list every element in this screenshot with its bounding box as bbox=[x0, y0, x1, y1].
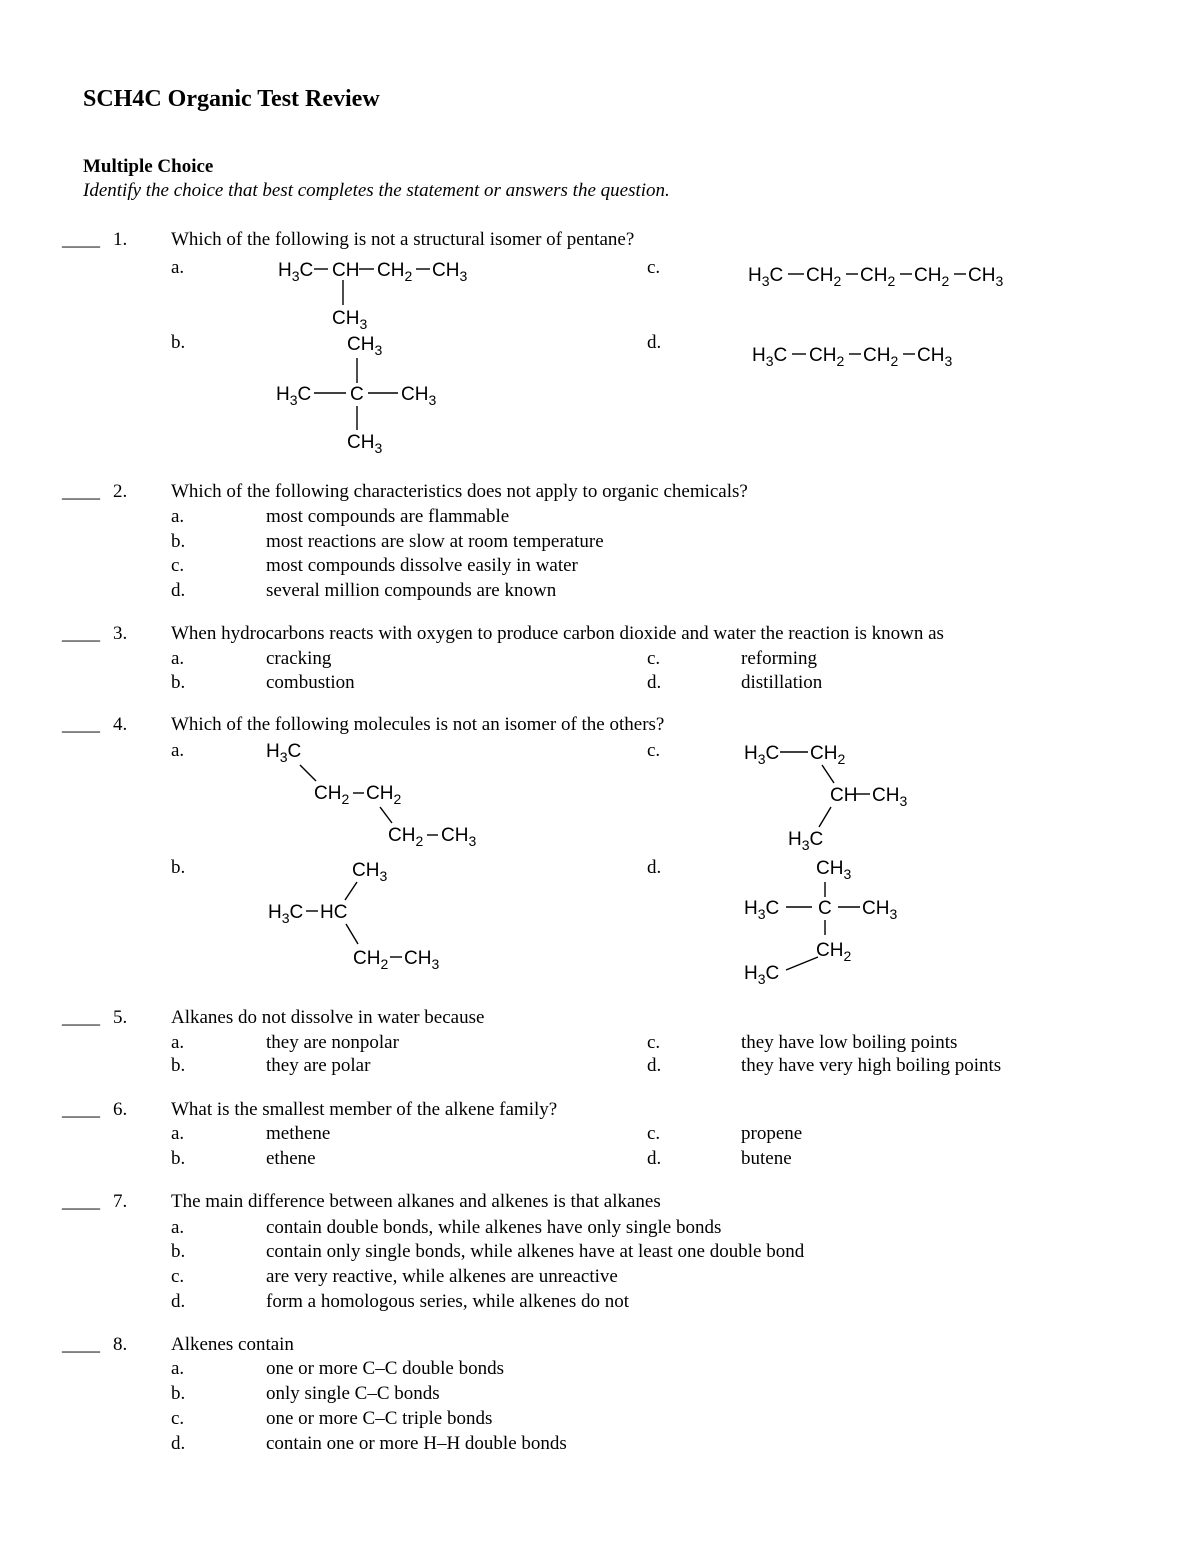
choice-letter: d. bbox=[171, 1291, 186, 1312]
question-number: 8. bbox=[113, 1334, 128, 1355]
question-number: 2. bbox=[113, 481, 128, 502]
svg-text:CH2: $CH_2$ bbox=[377, 260, 413, 284]
svg-text:CH2: $CH_2$ bbox=[860, 265, 896, 289]
choice-letter: d. bbox=[647, 1055, 662, 1076]
svg-text:CH2: $CH_2$ bbox=[914, 265, 950, 289]
svg-text:C: C bbox=[818, 898, 832, 919]
section-instructions: Identify the choice that best completes the statement or answers the question. bbox=[83, 180, 670, 201]
structure-1a bbox=[270, 250, 500, 335]
question-stem: Alkanes do not dissolve in water because bbox=[171, 1007, 485, 1028]
structure-4d bbox=[738, 852, 938, 987]
answer-blank[interactable]: ____ bbox=[62, 229, 100, 250]
choice-letter: c. bbox=[647, 740, 661, 761]
svg-text:CH: CH bbox=[830, 785, 858, 806]
choice-text: most compounds are flammable bbox=[266, 506, 510, 527]
structure-1c bbox=[740, 255, 1020, 295]
svg-text:CH: CH bbox=[332, 260, 360, 281]
svg-text:CH2: $CH_2$ bbox=[366, 783, 402, 807]
choice-letter: c. bbox=[647, 1032, 661, 1053]
svg-text:H3C: $H_3C$ bbox=[788, 829, 824, 853]
svg-text:H3C: $H_3C$ bbox=[268, 902, 304, 926]
choice-text: they have low boiling points bbox=[741, 1032, 958, 1053]
choice-letter: b. bbox=[171, 1055, 186, 1076]
svg-text:H3C: $H_3C$ bbox=[752, 345, 788, 369]
svg-text:H3C: $H_3C$ bbox=[278, 260, 314, 284]
choice-letter: b. bbox=[171, 672, 186, 693]
choice-text: propene bbox=[741, 1123, 803, 1144]
choice-letter: a. bbox=[171, 1358, 185, 1379]
choice-letter: a. bbox=[171, 1217, 185, 1238]
question-number: 6. bbox=[113, 1099, 128, 1120]
question-number: 7. bbox=[113, 1191, 128, 1212]
choice-text: they are nonpolar bbox=[266, 1032, 399, 1053]
structure-1b bbox=[270, 328, 470, 463]
choice-letter: a. bbox=[171, 1123, 185, 1144]
svg-text:HC: HC bbox=[320, 902, 348, 923]
choice-letter: a. bbox=[171, 1032, 185, 1053]
structure-4a bbox=[260, 735, 490, 850]
question-stem: Which of the following characteristics does not apply to organic chemicals? bbox=[171, 481, 748, 502]
structure-1d bbox=[742, 335, 972, 375]
svg-text:CH2: $CH_2$ bbox=[388, 825, 424, 849]
choice-text: contain only single bonds, while alkenes have at least one double bond bbox=[266, 1241, 805, 1262]
choice-text: reforming bbox=[741, 648, 817, 669]
choice-text: methene bbox=[266, 1123, 331, 1144]
choice-letter: c. bbox=[647, 257, 661, 278]
svg-text:CH3: $CH_3$ bbox=[432, 260, 468, 284]
choice-text: butene bbox=[741, 1148, 792, 1169]
svg-text:C: C bbox=[350, 384, 364, 405]
svg-text:CH2: $CH_2$ bbox=[314, 783, 350, 807]
choice-text: combustion bbox=[266, 672, 355, 693]
structure-4b bbox=[262, 852, 462, 977]
choice-text: they have very high boiling points bbox=[741, 1055, 1002, 1076]
svg-text:CH3: $CH_3$ bbox=[404, 948, 440, 972]
question-stem: When hydrocarbons reacts with oxygen to produce carbon dioxide and water the reaction is known as bbox=[171, 623, 944, 644]
answer-blank[interactable]: ____ bbox=[62, 1334, 100, 1355]
question-stem: Alkenes contain bbox=[171, 1334, 294, 1355]
choice-letter: b. bbox=[171, 857, 186, 878]
svg-text:CH3: $CH_3$ bbox=[401, 384, 437, 408]
choice-letter: a. bbox=[171, 740, 185, 761]
svg-text:CH2: $CH_2$ bbox=[809, 345, 845, 369]
choice-letter: b. bbox=[171, 332, 186, 353]
choice-letter: b. bbox=[171, 531, 186, 552]
answer-blank[interactable]: ____ bbox=[62, 623, 100, 644]
question-stem: Which of the following molecules is not an isomer of the others? bbox=[171, 714, 665, 735]
choice-letter: c. bbox=[171, 1266, 185, 1287]
choice-letter: a. bbox=[171, 648, 185, 669]
choice-text: they are polar bbox=[266, 1055, 371, 1076]
svg-text:H3C: $H_3C$ bbox=[744, 743, 780, 767]
svg-text:CH3: $CH_3$ bbox=[917, 345, 953, 369]
question-number: 3. bbox=[113, 623, 128, 644]
svg-text:CH3: $CH_3$ bbox=[441, 825, 477, 849]
svg-text:CH2: $CH_2$ bbox=[863, 345, 899, 369]
svg-text:H3C: $H_3C$ bbox=[266, 741, 302, 765]
choice-letter: b. bbox=[171, 1383, 186, 1404]
svg-text:CH3: $CH_3$ bbox=[347, 334, 383, 358]
svg-text:H3C: $H_3C$ bbox=[744, 898, 780, 922]
question-stem: Which of the following is not a structural isomer of pentane? bbox=[171, 229, 635, 250]
section-heading: Multiple Choice bbox=[83, 156, 214, 177]
answer-blank[interactable]: ____ bbox=[62, 1099, 100, 1120]
choice-text: distillation bbox=[741, 672, 823, 693]
choice-letter: d. bbox=[171, 1433, 186, 1454]
choice-text: contain one or more H–H double bonds bbox=[266, 1433, 567, 1454]
choice-letter: d. bbox=[647, 672, 662, 693]
svg-text:H3C: $H_3C$ bbox=[744, 963, 780, 987]
svg-text:CH2: $CH_2$ bbox=[806, 265, 842, 289]
choice-text: one or more C–C triple bonds bbox=[266, 1408, 493, 1429]
choice-text: cracking bbox=[266, 648, 332, 669]
svg-text:CH3: $CH_3$ bbox=[968, 265, 1004, 289]
svg-text:CH3: $CH_3$ bbox=[352, 860, 388, 884]
svg-text:CH3: $CH_3$ bbox=[872, 785, 908, 809]
choice-text: only single C–C bonds bbox=[266, 1383, 440, 1404]
choice-letter: b. bbox=[171, 1241, 186, 1262]
svg-text:CH2: $CH_2$ bbox=[810, 743, 846, 767]
choice-letter: d. bbox=[647, 857, 662, 878]
answer-blank[interactable]: ____ bbox=[62, 1007, 100, 1028]
structure-4c bbox=[738, 735, 938, 855]
choice-letter: c. bbox=[647, 1123, 661, 1144]
choice-letter: d. bbox=[647, 1148, 662, 1169]
svg-text:CH3: $CH_3$ bbox=[816, 858, 852, 882]
choice-letter: c. bbox=[171, 1408, 185, 1429]
choice-text: contain double bonds, while alkenes have only single bonds bbox=[266, 1217, 722, 1238]
choice-text: most reactions are slow at room temperature bbox=[266, 531, 604, 552]
page-title: SCH4C Organic Test Review bbox=[83, 86, 380, 112]
svg-text:CH2: $CH_2$ bbox=[816, 940, 852, 964]
choice-text: are very reactive, while alkenes are unreactive bbox=[266, 1266, 618, 1287]
choice-text: one or more C–C double bonds bbox=[266, 1358, 505, 1379]
question-number: 4. bbox=[113, 714, 128, 735]
choice-letter: d. bbox=[647, 332, 662, 353]
svg-text:H3C: $H_3C$ bbox=[276, 384, 312, 408]
answer-blank[interactable]: ____ bbox=[62, 481, 100, 502]
choice-letter: d. bbox=[171, 580, 186, 601]
choice-text: several million compounds are known bbox=[266, 580, 557, 601]
choice-text: ethene bbox=[266, 1148, 316, 1169]
choice-letter: a. bbox=[171, 506, 185, 527]
svg-text:CH3: $CH_3$ bbox=[862, 898, 898, 922]
question-number: 1. bbox=[113, 229, 128, 250]
question-stem: What is the smallest member of the alkene family? bbox=[171, 1099, 558, 1120]
choice-text: form a homologous series, while alkenes do not bbox=[266, 1291, 630, 1312]
choice-letter: c. bbox=[647, 648, 661, 669]
question-stem: The main difference between alkanes and alkenes is that alkanes bbox=[171, 1191, 661, 1212]
svg-text:CH2: $CH_2$ bbox=[353, 948, 389, 972]
question-number: 5. bbox=[113, 1007, 128, 1028]
svg-text:CH3: $CH_3$ bbox=[332, 308, 368, 332]
choice-letter: a. bbox=[171, 257, 185, 278]
choice-letter: b. bbox=[171, 1148, 186, 1169]
choice-letter: c. bbox=[171, 555, 185, 576]
svg-text:CH3: $CH_3$ bbox=[347, 432, 383, 456]
choice-text: most compounds dissolve easily in water bbox=[266, 555, 578, 576]
svg-text:H3C: $H_3C$ bbox=[748, 265, 784, 289]
answer-blank[interactable]: ____ bbox=[62, 714, 100, 735]
answer-blank[interactable]: ____ bbox=[62, 1191, 100, 1212]
